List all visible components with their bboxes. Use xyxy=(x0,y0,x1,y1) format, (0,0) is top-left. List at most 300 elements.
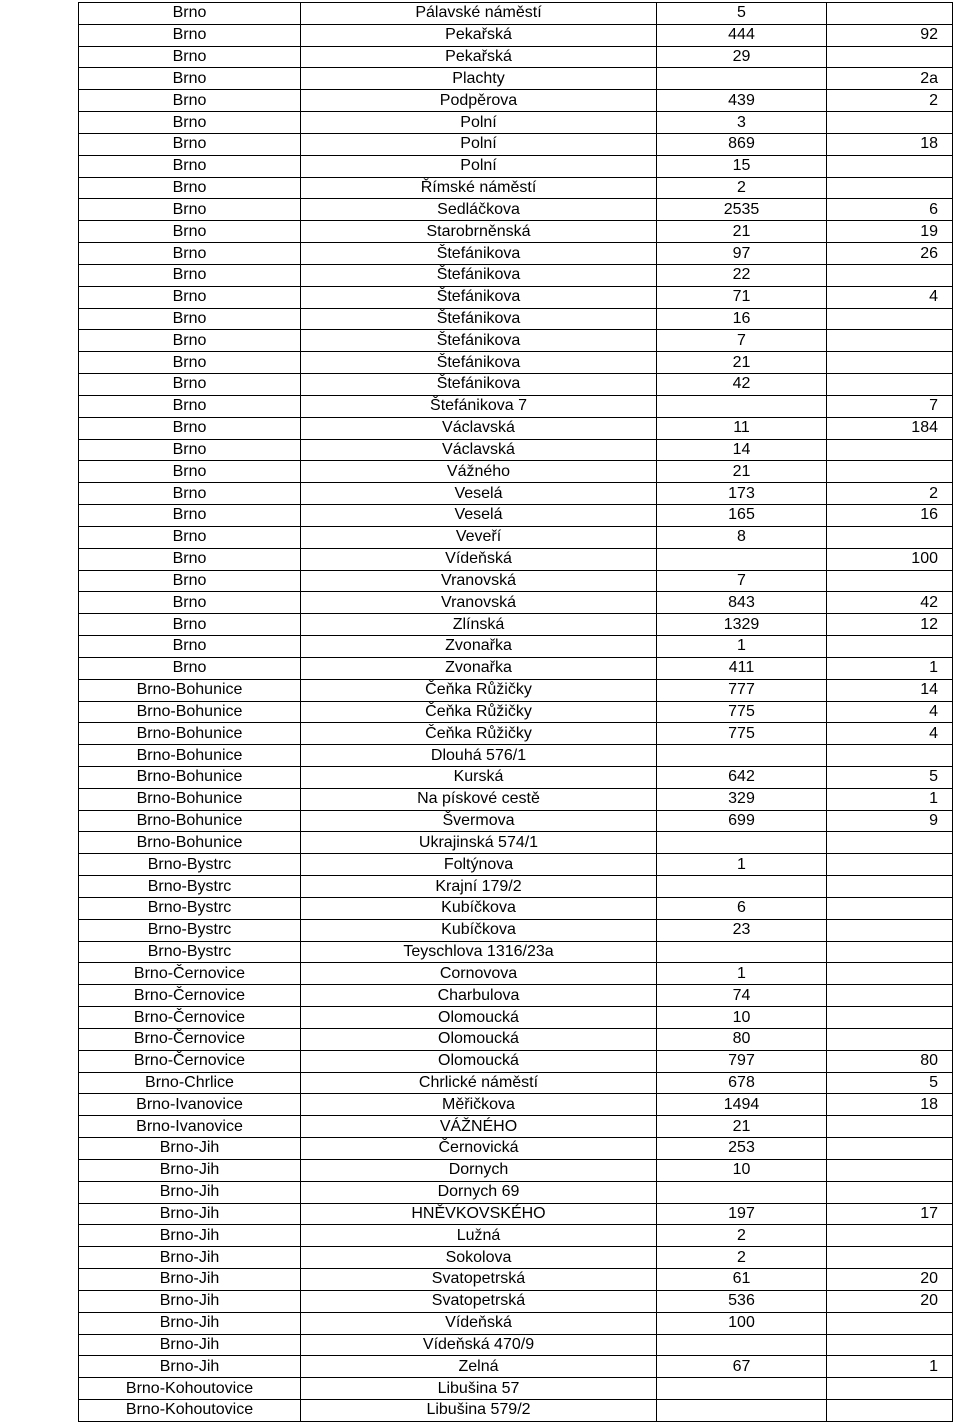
street-cell: Vranovská xyxy=(301,592,657,614)
city-cell: Brno-Chrlice xyxy=(79,1072,301,1094)
orientation-number-cell: 2 xyxy=(827,90,953,112)
street-cell: Dornych xyxy=(301,1159,657,1181)
table-row xyxy=(79,417,953,439)
city-cell: Brno xyxy=(79,177,301,199)
house-number-cell: 775 xyxy=(657,723,827,745)
orientation-number-cell xyxy=(827,330,953,352)
table-row xyxy=(79,133,953,155)
orientation-number-cell: 4 xyxy=(827,723,953,745)
city-cell: Brno xyxy=(79,657,301,679)
table-row xyxy=(79,1159,953,1181)
orientation-number-cell: 5 xyxy=(827,1072,953,1094)
orientation-number-cell xyxy=(827,1400,953,1422)
table-row xyxy=(79,788,953,810)
street-cell: Štefánikova xyxy=(301,264,657,286)
house-number-cell xyxy=(657,832,827,854)
street-cell: Dlouhá 576/1 xyxy=(301,745,657,767)
house-number-cell: 71 xyxy=(657,286,827,308)
table-row xyxy=(79,68,953,90)
street-cell: Štefánikova xyxy=(301,330,657,352)
city-cell: Brno xyxy=(79,417,301,439)
city-cell: Brno xyxy=(79,68,301,90)
street-cell: Pálavské náměstí xyxy=(301,3,657,25)
city-cell: Brno xyxy=(79,570,301,592)
orientation-number-cell xyxy=(827,636,953,658)
orientation-number-cell xyxy=(827,1378,953,1400)
house-number-cell: 21 xyxy=(657,1116,827,1138)
street-cell: Svatopetrská xyxy=(301,1269,657,1291)
orientation-number-cell: 14 xyxy=(827,679,953,701)
orientation-number-cell: 6 xyxy=(827,199,953,221)
street-cell: Sedláčkova xyxy=(301,199,657,221)
city-cell: Brno-Bystrc xyxy=(79,854,301,876)
street-cell: Čeňka Růžičky xyxy=(301,723,657,745)
city-cell: Brno-Kohoutovice xyxy=(79,1378,301,1400)
orientation-number-cell: 16 xyxy=(827,505,953,527)
city-cell: Brno-Jih xyxy=(79,1312,301,1334)
house-number-cell: 22 xyxy=(657,264,827,286)
table-row xyxy=(79,657,953,679)
city-cell: Brno-Kohoutovice xyxy=(79,1400,301,1422)
orientation-number-cell xyxy=(827,941,953,963)
house-number-cell: 61 xyxy=(657,1269,827,1291)
table-row xyxy=(79,679,953,701)
table-row xyxy=(79,3,953,25)
street-cell: Dornych 69 xyxy=(301,1181,657,1203)
house-number-cell: 10 xyxy=(657,1159,827,1181)
orientation-number-cell: 42 xyxy=(827,592,953,614)
table-row xyxy=(79,592,953,614)
street-cell: Olomoucká xyxy=(301,1007,657,1029)
table-row xyxy=(79,526,953,548)
city-cell: Brno xyxy=(79,505,301,527)
street-cell: Plachty xyxy=(301,68,657,90)
street-cell: Ukrajinská 574/1 xyxy=(301,832,657,854)
house-number-cell: 699 xyxy=(657,810,827,832)
orientation-number-cell xyxy=(827,876,953,898)
city-cell: Brno-Bohunice xyxy=(79,766,301,788)
house-number-cell: 8 xyxy=(657,526,827,548)
city-cell: Brno-Černovice xyxy=(79,1050,301,1072)
house-number-cell xyxy=(657,745,827,767)
city-cell: Brno xyxy=(79,483,301,505)
table-row xyxy=(79,985,953,1007)
street-cell: Polní xyxy=(301,112,657,134)
table-row xyxy=(79,614,953,636)
orientation-number-cell: 1 xyxy=(827,1356,953,1378)
city-cell: Brno xyxy=(79,155,301,177)
street-cell: Zlínská xyxy=(301,614,657,636)
city-cell: Brno xyxy=(79,439,301,461)
table-row xyxy=(79,439,953,461)
city-cell: Brno-Jih xyxy=(79,1269,301,1291)
house-number-cell: 14 xyxy=(657,439,827,461)
street-cell: Václavská xyxy=(301,439,657,461)
house-number-cell xyxy=(657,1378,827,1400)
street-cell: Vídeňská xyxy=(301,1312,657,1334)
table-row xyxy=(79,221,953,243)
house-number-cell: 29 xyxy=(657,46,827,68)
table-row xyxy=(79,90,953,112)
table-row xyxy=(79,264,953,286)
orientation-number-cell: 20 xyxy=(827,1269,953,1291)
orientation-number-cell xyxy=(827,854,953,876)
city-cell: Brno-Bohunice xyxy=(79,832,301,854)
city-cell: Brno xyxy=(79,46,301,68)
city-cell: Brno-Bystrc xyxy=(79,919,301,941)
street-cell: Olomoucká xyxy=(301,1028,657,1050)
house-number-cell xyxy=(657,1181,827,1203)
house-number-cell: 21 xyxy=(657,352,827,374)
house-number-cell xyxy=(657,548,827,570)
house-number-cell: 74 xyxy=(657,985,827,1007)
table-row xyxy=(79,243,953,265)
house-number-cell: 21 xyxy=(657,221,827,243)
street-cell: Čeňka Růžičky xyxy=(301,701,657,723)
table-row xyxy=(79,352,953,374)
city-cell: Brno xyxy=(79,133,301,155)
orientation-number-cell xyxy=(827,439,953,461)
street-cell: Čeňka Růžičky xyxy=(301,679,657,701)
city-cell: Brno xyxy=(79,548,301,570)
city-cell: Brno xyxy=(79,526,301,548)
city-cell: Brno xyxy=(79,461,301,483)
city-cell: Brno-Jih xyxy=(79,1203,301,1225)
city-cell: Brno-Jih xyxy=(79,1334,301,1356)
table-row xyxy=(79,483,953,505)
table-row xyxy=(79,112,953,134)
orientation-number-cell xyxy=(827,177,953,199)
table-row xyxy=(79,723,953,745)
orientation-number-cell: 4 xyxy=(827,286,953,308)
city-cell: Brno-Bohunice xyxy=(79,745,301,767)
table-row xyxy=(79,941,953,963)
table-row xyxy=(79,1356,953,1378)
street-cell: Švermova xyxy=(301,810,657,832)
table-row xyxy=(79,177,953,199)
house-number-cell: 777 xyxy=(657,679,827,701)
orientation-number-cell xyxy=(827,112,953,134)
table-row xyxy=(79,286,953,308)
street-cell: Libušina 57 xyxy=(301,1378,657,1400)
house-number-cell: 11 xyxy=(657,417,827,439)
house-number-cell: 6 xyxy=(657,897,827,919)
city-cell: Brno-Černovice xyxy=(79,963,301,985)
orientation-number-cell xyxy=(827,570,953,592)
street-cell: Vážného xyxy=(301,461,657,483)
street-cell: Libušina 579/2 xyxy=(301,1400,657,1422)
house-number-cell: 642 xyxy=(657,766,827,788)
table-row xyxy=(79,1028,953,1050)
table-row xyxy=(79,505,953,527)
house-number-cell: 165 xyxy=(657,505,827,527)
orientation-number-cell xyxy=(827,155,953,177)
orientation-number-cell: 1 xyxy=(827,788,953,810)
house-number-cell: 1 xyxy=(657,854,827,876)
orientation-number-cell: 19 xyxy=(827,221,953,243)
table-row xyxy=(79,46,953,68)
city-cell: Brno xyxy=(79,352,301,374)
street-cell: Veselá xyxy=(301,483,657,505)
city-cell: Brno-Bohunice xyxy=(79,788,301,810)
table-row xyxy=(79,199,953,221)
table-row xyxy=(79,701,953,723)
street-cell: Štefánikova xyxy=(301,308,657,330)
table-row xyxy=(79,1225,953,1247)
street-cell: Podpěrova xyxy=(301,90,657,112)
orientation-number-cell: 80 xyxy=(827,1050,953,1072)
city-cell: Brno xyxy=(79,636,301,658)
orientation-number-cell xyxy=(827,1334,953,1356)
house-number-cell: 197 xyxy=(657,1203,827,1225)
orientation-number-cell: 9 xyxy=(827,810,953,832)
street-cell: Zelná xyxy=(301,1356,657,1378)
street-cell: Cornovova xyxy=(301,963,657,985)
orientation-number-cell xyxy=(827,374,953,396)
orientation-number-cell xyxy=(827,919,953,941)
street-cell: Černovická xyxy=(301,1138,657,1160)
table-row xyxy=(79,548,953,570)
house-number-cell: 173 xyxy=(657,483,827,505)
house-number-cell: 253 xyxy=(657,1138,827,1160)
city-cell: Brno-Černovice xyxy=(79,1028,301,1050)
street-cell: Kubíčkova xyxy=(301,897,657,919)
orientation-number-cell xyxy=(827,1312,953,1334)
house-number-cell: 678 xyxy=(657,1072,827,1094)
table-row xyxy=(79,330,953,352)
street-cell: Starobrněnská xyxy=(301,221,657,243)
orientation-number-cell: 5 xyxy=(827,766,953,788)
house-number-cell xyxy=(657,68,827,90)
street-cell: Krajní 179/2 xyxy=(301,876,657,898)
city-cell: Brno xyxy=(79,308,301,330)
table-row xyxy=(79,24,953,46)
orientation-number-cell: 12 xyxy=(827,614,953,636)
city-cell: Brno xyxy=(79,614,301,636)
street-cell: Kubíčkova xyxy=(301,919,657,941)
house-number-cell: 2 xyxy=(657,177,827,199)
house-number-cell: 80 xyxy=(657,1028,827,1050)
orientation-number-cell xyxy=(827,1116,953,1138)
city-cell: Brno-Bohunice xyxy=(79,723,301,745)
street-cell: Římské náměstí xyxy=(301,177,657,199)
table-row xyxy=(79,1181,953,1203)
table-row xyxy=(79,919,953,941)
house-number-cell xyxy=(657,1400,827,1422)
city-cell: Brno-Jih xyxy=(79,1247,301,1269)
street-cell: Teyschlova 1316/23a xyxy=(301,941,657,963)
house-number-cell: 1494 xyxy=(657,1094,827,1116)
house-number-cell: 797 xyxy=(657,1050,827,1072)
orientation-number-cell: 7 xyxy=(827,395,953,417)
street-cell: Pekařská xyxy=(301,46,657,68)
orientation-number-cell: 2a xyxy=(827,68,953,90)
street-cell: Zvonařka xyxy=(301,636,657,658)
table-row xyxy=(79,636,953,658)
address-table-body xyxy=(79,3,953,1422)
table-row xyxy=(79,1312,953,1334)
city-cell: Brno-Jih xyxy=(79,1159,301,1181)
city-cell: Brno-Bystrc xyxy=(79,941,301,963)
orientation-number-cell xyxy=(827,897,953,919)
city-cell: Brno xyxy=(79,199,301,221)
street-cell: Václavská xyxy=(301,417,657,439)
street-cell: Sokolova xyxy=(301,1247,657,1269)
orientation-number-cell xyxy=(827,1007,953,1029)
house-number-cell: 2 xyxy=(657,1225,827,1247)
street-cell: Měřičkova xyxy=(301,1094,657,1116)
house-number-cell: 7 xyxy=(657,570,827,592)
orientation-number-cell: 20 xyxy=(827,1290,953,1312)
orientation-number-cell xyxy=(827,3,953,25)
orientation-number-cell: 2 xyxy=(827,483,953,505)
house-number-cell: 1 xyxy=(657,963,827,985)
orientation-number-cell xyxy=(827,1138,953,1160)
city-cell: Brno xyxy=(79,286,301,308)
orientation-number-cell xyxy=(827,1225,953,1247)
street-cell: Polní xyxy=(301,133,657,155)
street-cell: Foltýnova xyxy=(301,854,657,876)
orientation-number-cell xyxy=(827,1028,953,1050)
street-cell: Polní xyxy=(301,155,657,177)
house-number-cell: 2 xyxy=(657,1247,827,1269)
city-cell: Brno xyxy=(79,112,301,134)
orientation-number-cell: 1 xyxy=(827,657,953,679)
street-cell: Lužná xyxy=(301,1225,657,1247)
street-cell: Vídeňská 470/9 xyxy=(301,1334,657,1356)
house-number-cell xyxy=(657,876,827,898)
table-row xyxy=(79,1094,953,1116)
house-number-cell: 869 xyxy=(657,133,827,155)
street-cell: Vídeňská xyxy=(301,548,657,570)
street-cell: Svatopetrská xyxy=(301,1290,657,1312)
orientation-number-cell xyxy=(827,745,953,767)
orientation-number-cell xyxy=(827,308,953,330)
house-number-cell: 439 xyxy=(657,90,827,112)
table-row xyxy=(79,1378,953,1400)
house-number-cell: 67 xyxy=(657,1356,827,1378)
street-cell: Chrlické náměstí xyxy=(301,1072,657,1094)
house-number-cell: 23 xyxy=(657,919,827,941)
city-cell: Brno-Bohunice xyxy=(79,810,301,832)
orientation-number-cell xyxy=(827,264,953,286)
city-cell: Brno xyxy=(79,24,301,46)
house-number-cell: 15 xyxy=(657,155,827,177)
house-number-cell: 16 xyxy=(657,308,827,330)
table-row xyxy=(79,1116,953,1138)
orientation-number-cell xyxy=(827,963,953,985)
orientation-number-cell xyxy=(827,46,953,68)
house-number-cell: 100 xyxy=(657,1312,827,1334)
street-cell: Štefánikova xyxy=(301,374,657,396)
city-cell: Brno xyxy=(79,330,301,352)
city-cell: Brno-Jih xyxy=(79,1138,301,1160)
street-cell: VÁŽNÉHO xyxy=(301,1116,657,1138)
house-number-cell: 5 xyxy=(657,3,827,25)
house-number-cell: 7 xyxy=(657,330,827,352)
table-row xyxy=(79,1072,953,1094)
city-cell: Brno-Bystrc xyxy=(79,876,301,898)
table-row xyxy=(79,1007,953,1029)
table-row xyxy=(79,1203,953,1225)
street-cell: Veselá xyxy=(301,505,657,527)
orientation-number-cell xyxy=(827,1247,953,1269)
street-cell: Na pískové cestě xyxy=(301,788,657,810)
table-row xyxy=(79,766,953,788)
table-row xyxy=(79,876,953,898)
city-cell: Brno-Bohunice xyxy=(79,679,301,701)
orientation-number-cell xyxy=(827,1159,953,1181)
table-row xyxy=(79,1138,953,1160)
city-cell: Brno xyxy=(79,395,301,417)
table-row xyxy=(79,155,953,177)
orientation-number-cell: 18 xyxy=(827,1094,953,1116)
city-cell: Brno-Černovice xyxy=(79,985,301,1007)
street-cell: Charbulova xyxy=(301,985,657,1007)
street-cell: Štefánikova xyxy=(301,286,657,308)
table-row xyxy=(79,395,953,417)
house-number-cell: 411 xyxy=(657,657,827,679)
orientation-number-cell: 26 xyxy=(827,243,953,265)
orientation-number-cell xyxy=(827,1181,953,1203)
street-cell: Zvonařka xyxy=(301,657,657,679)
house-number-cell: 536 xyxy=(657,1290,827,1312)
street-cell: Štefánikova 7 xyxy=(301,395,657,417)
house-number-cell xyxy=(657,395,827,417)
street-cell: Veveří xyxy=(301,526,657,548)
orientation-number-cell xyxy=(827,461,953,483)
street-cell: HNĚVKOVSKÉHO xyxy=(301,1203,657,1225)
house-number-cell xyxy=(657,1334,827,1356)
house-number-cell: 444 xyxy=(657,24,827,46)
city-cell: Brno xyxy=(79,90,301,112)
table-row xyxy=(79,1334,953,1356)
city-cell: Brno-Ivanovice xyxy=(79,1116,301,1138)
city-cell: Brno-Jih xyxy=(79,1356,301,1378)
table-row xyxy=(79,897,953,919)
table-row xyxy=(79,854,953,876)
orientation-number-cell xyxy=(827,832,953,854)
street-cell: Kurská xyxy=(301,766,657,788)
city-cell: Brno xyxy=(79,264,301,286)
orientation-number-cell: 100 xyxy=(827,548,953,570)
orientation-number-cell: 17 xyxy=(827,1203,953,1225)
table-row xyxy=(79,461,953,483)
city-cell: Brno-Jih xyxy=(79,1290,301,1312)
house-number-cell: 329 xyxy=(657,788,827,810)
house-number-cell: 1329 xyxy=(657,614,827,636)
city-cell: Brno-Jih xyxy=(79,1181,301,1203)
house-number-cell: 3 xyxy=(657,112,827,134)
house-number-cell: 2535 xyxy=(657,199,827,221)
orientation-number-cell: 4 xyxy=(827,701,953,723)
city-cell: Brno-Černovice xyxy=(79,1007,301,1029)
house-number-cell: 775 xyxy=(657,701,827,723)
street-cell: Štefánikova xyxy=(301,243,657,265)
table-row xyxy=(79,832,953,854)
street-cell: Vranovská xyxy=(301,570,657,592)
city-cell: Brno-Jih xyxy=(79,1225,301,1247)
orientation-number-cell xyxy=(827,985,953,1007)
city-cell: Brno xyxy=(79,243,301,265)
table-row xyxy=(79,1247,953,1269)
street-cell: Pekařská xyxy=(301,24,657,46)
table-row xyxy=(79,1269,953,1291)
table-row xyxy=(79,308,953,330)
table-row xyxy=(79,745,953,767)
house-number-cell: 21 xyxy=(657,461,827,483)
orientation-number-cell: 184 xyxy=(827,417,953,439)
